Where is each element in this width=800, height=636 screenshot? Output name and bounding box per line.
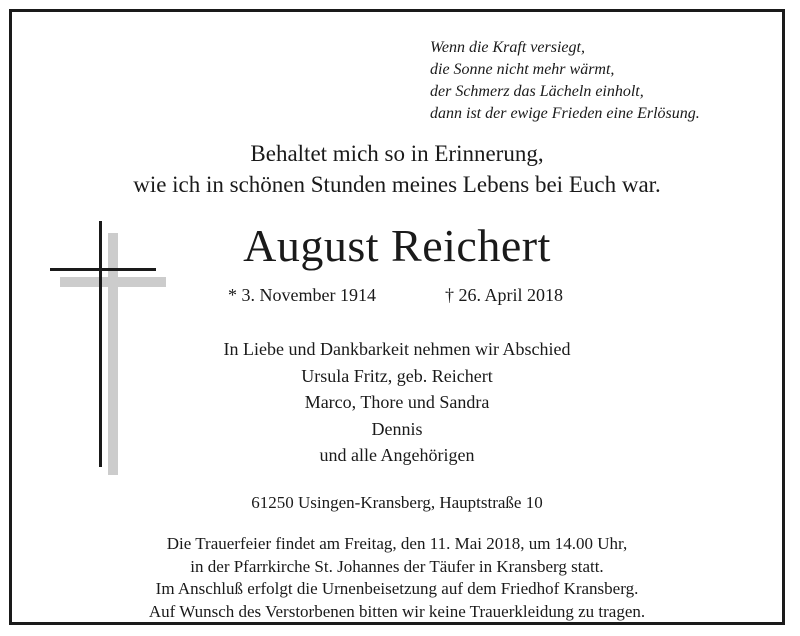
cross-shadow-horizontal [60,277,166,287]
poem-line: der Schmerz das Lächeln einholt, [430,83,644,100]
poem-line: die Sonne nicht mehr wärmt, [430,61,615,78]
motto-line: wie ich in schönen Stunden meines Lebens bei Euch war. [133,172,661,197]
motto-line: Behaltet mich so in Erinnerung, [250,141,544,166]
family-line: Dennis [371,418,423,439]
family-line: Marco, Thore und Sandra [304,392,490,412]
notice-line: Auf Wunsch des Verstorbenen bitten wir keine Trauerkleidung zu tragen. [148,601,646,621]
birth-date: * 3. November 1914 [228,285,376,305]
address: 61250 Usingen-Kransberg, Hauptstraße 10 [251,493,543,512]
poem [430,37,700,125]
family-line: und alle Angehörigen [319,445,475,465]
notice-line: Die Trauerfeier findet am Freitag, den 11. Mai 2018, um 14.00 Uhr, [166,534,628,553]
life-dates [228,284,564,306]
death-date: † 26. April 2018 [445,285,564,305]
family-line: In Liebe und Dankbarkeit nehmen wir Abschied [223,339,571,359]
deceased-name: August Reichert [243,220,551,271]
poem-line: dann ist der ewige Frieden eine Erlösung. [430,105,700,122]
motto [12,138,782,200]
poem-line: Wenn die Kraft versiegt, [430,39,585,56]
notice-line: in der Pfarrkirche St. Johannes der Täufer in Kransberg statt. [190,556,604,576]
family-block [12,336,782,469]
funeral-notice [12,533,782,623]
obituary-notice [9,9,785,625]
family-line: Ursula Fritz, geb. Reichert [301,365,493,386]
notice-line: Im Anschluß erfolgt die Urnenbeisetzung auf dem Friedhof Kransberg. [155,579,639,598]
